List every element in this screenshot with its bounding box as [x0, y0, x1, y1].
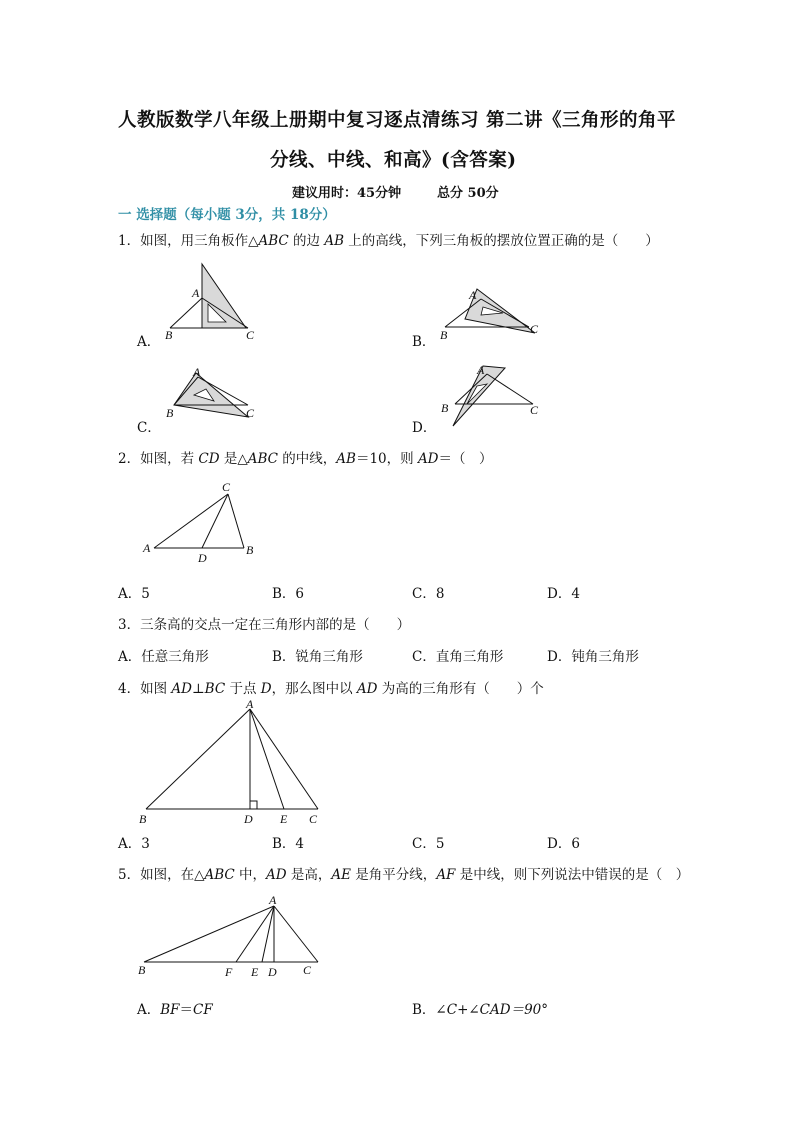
q1-option-c[interactable]: C．: [137, 420, 161, 436]
section-heading: 一 选择题（每小题 3分，共 18分）: [118, 207, 336, 223]
question-1-stem: 1．如图，用三角板作△ABC 的边 AB 上的高线，下列三角板的摆放位置正确的是（ ）: [118, 233, 659, 249]
q5-label-f: F: [225, 965, 233, 979]
q1-option-b[interactable]: B．: [412, 334, 436, 350]
q1a-label-b: B: [165, 328, 173, 342]
q4-option-b[interactable]: B．4: [272, 836, 305, 852]
q1d-label-c: C: [530, 403, 539, 417]
q4-option-c[interactable]: C．5: [412, 836, 445, 852]
page-title-line1: 人教版数学八年级上册期中复习逐点清练习 第二讲《三角形的角平: [118, 110, 676, 131]
q1d-label-b: B: [441, 401, 449, 415]
q4-option-a[interactable]: A．3: [118, 836, 150, 852]
q3-option-c[interactable]: C．直角三角形: [412, 649, 504, 665]
q2-option-d[interactable]: D．4: [547, 586, 580, 602]
q4-label-b: B: [139, 812, 147, 826]
q5-label-b: B: [138, 963, 146, 977]
q2-figure: [140, 478, 270, 568]
q3-option-d[interactable]: D．钝角三角形: [547, 649, 639, 665]
total-score: 总分 50分: [437, 186, 499, 201]
q1-option-d[interactable]: D．: [412, 420, 437, 436]
q3-option-b[interactable]: B．锐角三角形: [272, 649, 363, 665]
q5-label-e: E: [251, 965, 259, 979]
q1-figure-d: [437, 360, 552, 425]
q4-label-d: D: [244, 812, 253, 826]
question-3-stem: 3．三条高的交点一定在三角形内部的是（ ）: [118, 617, 411, 633]
q2-label-d: D: [198, 551, 207, 565]
q2-label-a: A: [143, 541, 151, 555]
q2-option-a[interactable]: A．5: [118, 586, 150, 602]
q1-option-a[interactable]: A．: [137, 334, 161, 350]
q4-label-e: E: [280, 812, 288, 826]
q1d-label-a: A: [477, 363, 485, 377]
q4-figure: [132, 697, 332, 832]
q1a-label-a: A: [192, 286, 200, 300]
q5-label-a: A: [269, 893, 277, 907]
q2-label-b: B: [246, 543, 254, 557]
q4-option-d[interactable]: D．6: [547, 836, 580, 852]
q1c-label-c: C: [246, 406, 255, 420]
q3-option-a[interactable]: A．任意三角形: [118, 649, 209, 665]
q5-figure: [132, 890, 332, 985]
q4-label-c: C: [309, 812, 318, 826]
q1b-label-b: B: [440, 328, 448, 342]
q2-option-b[interactable]: B．6: [272, 586, 305, 602]
q1a-label-c: C: [246, 328, 255, 342]
q1c-label-a: A: [193, 365, 201, 379]
q5-label-d: D: [268, 965, 277, 979]
q1b-label-c: C: [530, 322, 539, 336]
q2-option-c[interactable]: C．8: [412, 586, 445, 602]
q1-figure-b: [435, 285, 555, 345]
time-limit: 建议用时：45分钟: [292, 186, 402, 201]
q5-label-c: C: [303, 963, 312, 977]
q4-label-a: A: [246, 697, 254, 711]
question-5-stem: 5．如图，在△ABC 中，AD 是高，AE 是角平分线，AF 是中线，则下列说法中错误的是（ ）: [118, 867, 690, 883]
q1-figure-a: [160, 260, 270, 340]
question-2-stem: 2．如图，若 CD 是△ABC 的中线，AB＝10，则 AD＝（ ）: [118, 451, 493, 467]
q5-option-b[interactable]: B．∠C+∠CAD＝90°: [412, 1002, 549, 1018]
q1c-label-b: B: [166, 406, 174, 420]
q5-option-a[interactable]: A．BF＝CF: [137, 1002, 213, 1018]
q2-label-c: C: [222, 480, 231, 494]
q1-figure-c: [160, 365, 270, 425]
page-title-line2: 分线、中线、和高》(含答案): [270, 150, 517, 171]
q1b-label-a: A: [469, 288, 477, 302]
question-4-stem: 4．如图 AD⊥BC 于点 D，那么图中以 AD 为高的三角形有（ ）个: [118, 681, 544, 697]
